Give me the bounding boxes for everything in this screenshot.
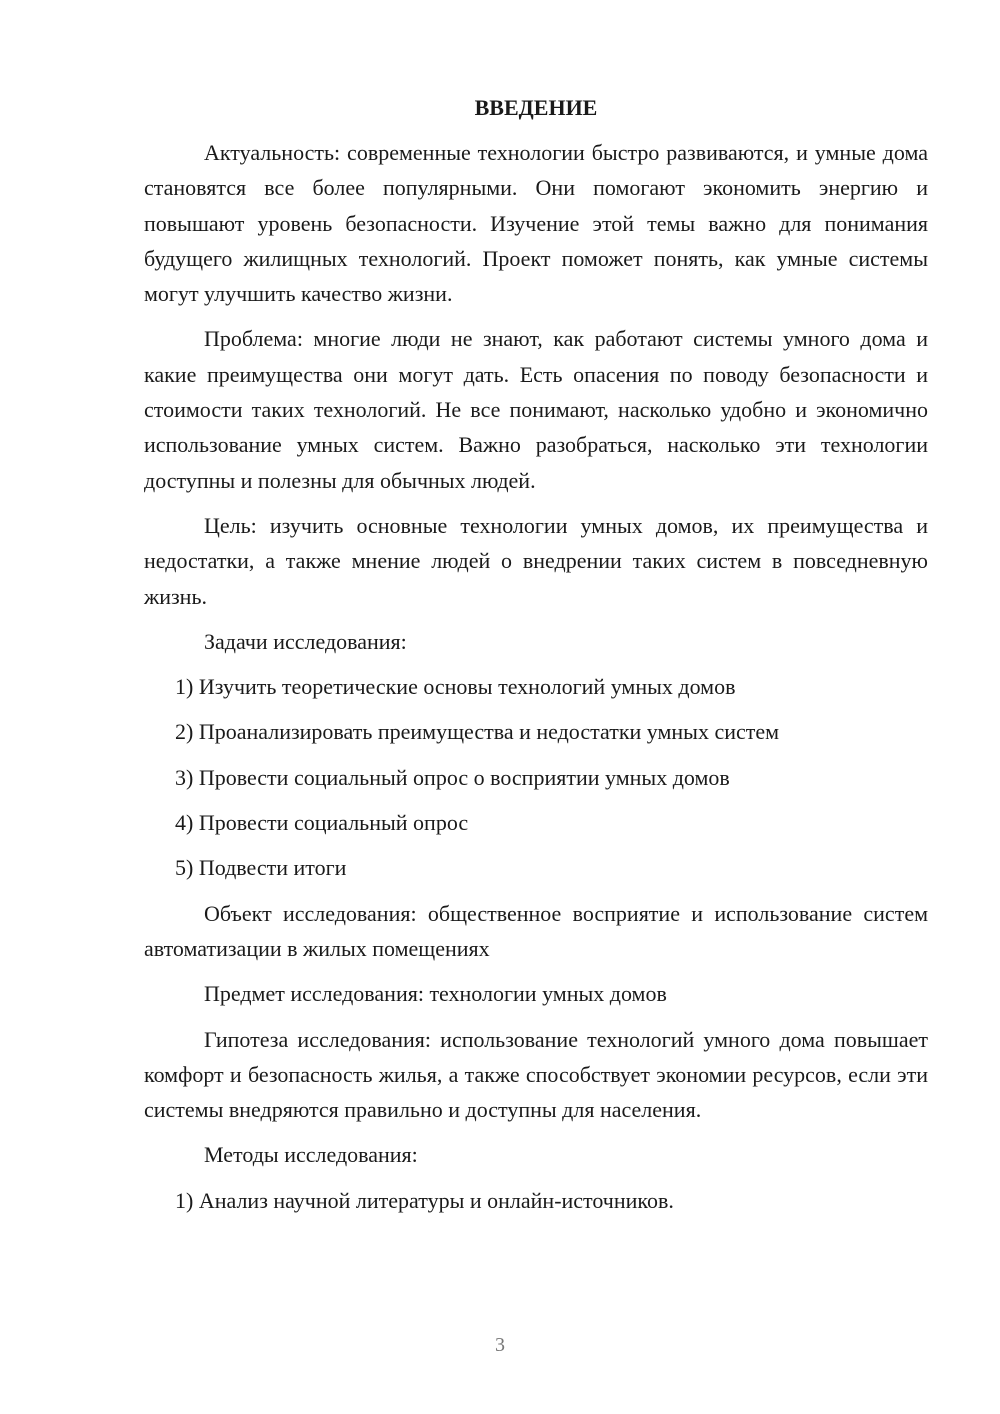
page-number: 3 bbox=[495, 1334, 505, 1356]
task-item: 1) Изучить теоретические основы технологий умных домов bbox=[175, 674, 736, 700]
problem-paragraph: Проблема: многие люди не знают, как работают системы умного дома и какие преимущества они могут дать. Есть опасения по поводу безопасности и стоимости таких технологий. Не все понимают, насколько удобно и экономично использование умных систем. Важно разобраться, насколько эти технологии доступны и полезны для обычных людей. bbox=[144, 326, 928, 493]
hypothesis-paragraph: Гипотеза исследования: использование технологий умного дома повышает комфорт и безопасность жилья, а также способствует экономии ресурсов, если эти системы внедряются правильно и доступны для населения. bbox=[144, 1026, 928, 1123]
methods-list bbox=[144, 1183, 928, 1218]
document-page bbox=[144, 93, 928, 1228]
object-paragraph: Объект исследования: общественное восприятие и использование систем автоматизации в жилых помещениях bbox=[144, 900, 928, 961]
method-item: 1) Анализ научной литературы и онлайн-источников. bbox=[175, 1187, 674, 1213]
subject-paragraph: Предмет исследования: технологии умных домов bbox=[204, 981, 667, 1007]
task-item: 2) Проанализировать преимущества и недостатки умных систем bbox=[175, 719, 780, 745]
goal-paragraph: Цель: изучить основные технологии умных домов, их преимущества и недостатки, а также мнение людей о внедрении таких систем в повседневную жизнь. bbox=[144, 512, 928, 609]
methods-label: Методы исследования: bbox=[204, 1142, 418, 1168]
tasks-label: Задачи исследования: bbox=[204, 628, 407, 654]
task-item: 5) Подвести итоги bbox=[175, 855, 347, 881]
task-item: 4) Провести социальный опрос bbox=[175, 810, 469, 836]
actuality-paragraph: Актуальность: современные технологии быстро развиваются, и умные дома становятся все более популярными. Они помогают экономить энергию и повышают уровень безопасности. Изучение этой темы важно для понимания будущего жилищных технологий. Проект поможет понять, как умные системы могут улучшить качество жизни. bbox=[144, 140, 928, 307]
section-heading: ВВЕДЕНИЕ bbox=[474, 95, 598, 120]
task-item: 3) Провести социальный опрос о восприятии умных домов bbox=[175, 764, 730, 790]
tasks-list bbox=[144, 669, 928, 885]
